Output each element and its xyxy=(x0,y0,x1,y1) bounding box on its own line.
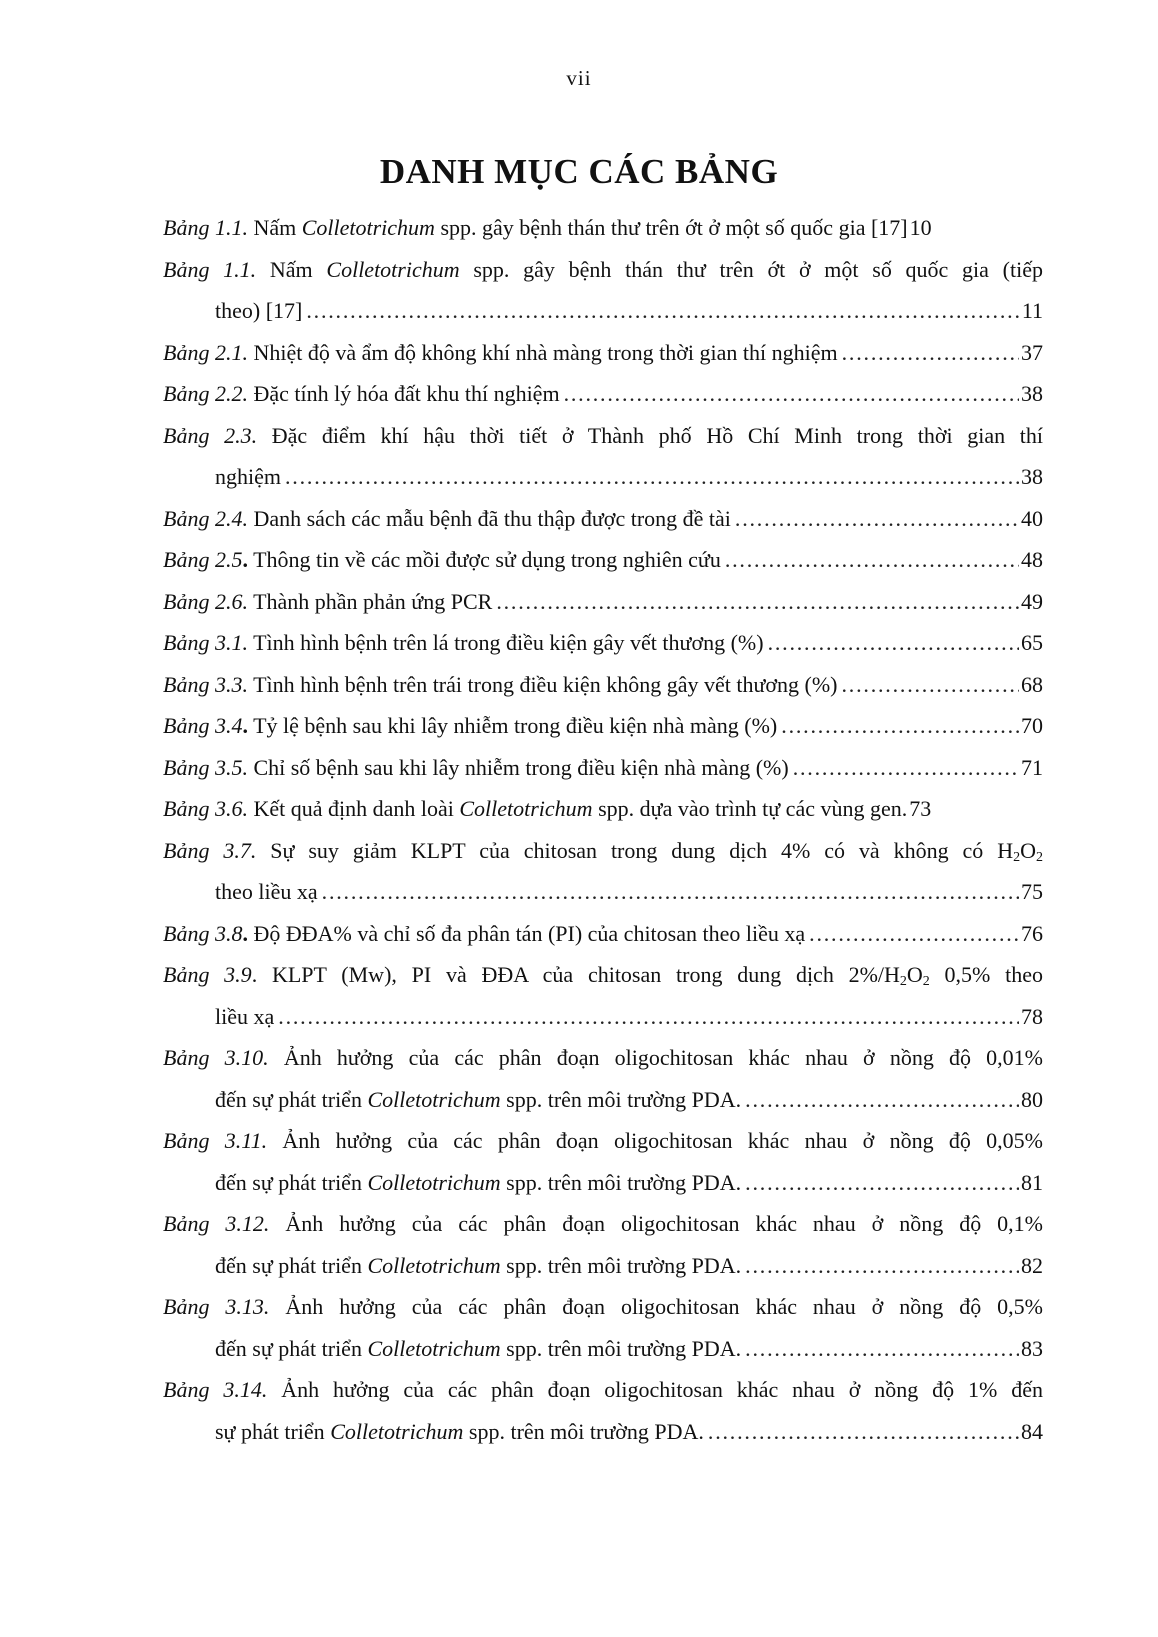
toc-entry[interactable]: Bảng 2.3. Đặc điểm khí hậu thời tiết ở Thành phố Hồ Chí Minh trong thời gian thí xyxy=(163,422,1043,448)
toc-entry[interactable]: Bảng 3.14. Ảnh hưởng của các phân đoạn oligochitosan khác nhau ở nồng độ 1% đến xyxy=(163,1377,1044,1402)
toc-entry[interactable]: Bảng 3.10. Ảnh hưởng của các phân đoạn oligochitosan khác nhau ở nồng độ 0,01% xyxy=(163,1045,1044,1070)
toc-entry[interactable]: Bảng 2.5. Thông tin về các mồi được sử dụng trong nghiên cứu ..... 48 xyxy=(163,539,1043,581)
entry-label: Bảng 1.1. xyxy=(163,256,257,282)
toc-entry[interactable]: Bảng 3.4. Tỷ lệ bệnh sau khi lây nhiễm trong điều kiện nhà màng (%) ..... 70 xyxy=(163,705,1043,747)
entry-label: Bảng 1.1. xyxy=(163,215,248,240)
toc-entry-continuation[interactable]: theo) [17] ..... 11 xyxy=(163,290,1043,332)
toc-entry[interactable]: Bảng 2.4. Danh sách các mẫu bệnh đã thu thập được trong đề tài ..... 40 xyxy=(163,498,1043,540)
toc-entry[interactable]: Bảng 3.7. Sự suy giảm KLPT của chitosan trong dung dịch 4% có và không có $H_2O_2$ xyxy=(163,837,1043,865)
toc-entry[interactable]: Bảng 3.1. Tình hình bệnh trên lá trong điều kiện gây vết thương (%) ..... 65 xyxy=(163,622,1043,664)
table-list xyxy=(163,207,1043,1452)
toc-entry-continuation[interactable]: sự phát triển Colletotrichum spp. trên môi trường PDA. ..... 84 xyxy=(163,1411,1043,1453)
toc-entry[interactable]: Bảng 2.6. Thành phần phản ứng PCR ..... 49 xyxy=(163,581,1043,623)
page-title: DANH MỤC CÁC BẢNG xyxy=(379,152,779,191)
toc-entry[interactable]: Bảng 2.2. Đặc tính lý hóa đất khu thí nghiệm ..... 38 xyxy=(163,373,1043,415)
toc-entry[interactable]: Bảng 1.1. Nấm Colletotrichum spp. gây bệnh thán thư trên ớt ở một số quốc gia [17] 10 xyxy=(163,207,1043,249)
toc-entry[interactable]: Bảng 2.1. Nhiệt độ và ẩm độ không khí nhà màng trong thời gian thí nghiệm ..... 37 xyxy=(163,332,1043,374)
toc-entry[interactable]: Bảng 3.3. Tình hình bệnh trên trái trong điều kiện không gây vết thương (%) ..... 68 xyxy=(163,664,1043,706)
toc-entry[interactable]: Bảng 3.6. Kết quả định danh loài Colletotrichum spp. dựa vào trình tự các vùng gen. 73 xyxy=(163,796,932,821)
toc-entry-continuation[interactable]: đến sự phát triển Colletotrichum spp. trên môi trường PDA. ..... 82 xyxy=(163,1245,1043,1287)
toc-entry[interactable]: Bảng 3.12. Ảnh hưởng của các phân đoạn oligochitosan khác nhau ở nồng độ 0,1% xyxy=(163,1211,1043,1236)
toc-entry[interactable]: Bảng 3.8. Độ ĐĐA% và chỉ số đa phân tán (PI) của chitosan theo liều xạ ..... 76 xyxy=(163,913,1043,955)
toc-entry-continuation[interactable]: nghiệm ..... 38 xyxy=(163,456,1043,498)
toc-entry-continuation[interactable]: đến sự phát triển Colletotrichum spp. trên môi trường PDA. ..... 80 xyxy=(163,1079,1043,1121)
toc-entry[interactable]: Bảng 1.1. Nấm Colletotrichum spp. gây bệnh thán thư trên ớt ở một số quốc gia (tiếp xyxy=(163,256,1043,282)
entry-page: 11 xyxy=(1021,298,1043,323)
page-number: vii xyxy=(566,66,592,90)
toc-entry[interactable]: Bảng 3.13. Ảnh hưởng của các phân đoạn oligochitosan khác nhau ở nồng độ 0,5% xyxy=(163,1294,1043,1319)
entry-page: 10 xyxy=(909,215,932,240)
toc-entry-continuation[interactable]: liều xạ ..... 78 xyxy=(163,996,1043,1038)
toc-entry-continuation[interactable]: đến sự phát triển Colletotrichum spp. trên môi trường PDA. ..... 83 xyxy=(163,1328,1043,1370)
toc-entry-continuation[interactable]: theo liều xạ ..... 75 xyxy=(163,871,1043,913)
toc-entry-continuation[interactable]: đến sự phát triển Colletotrichum spp. trên môi trường PDA. ..... 81 xyxy=(163,1162,1043,1204)
toc-entry[interactable]: Bảng 3.9. KLPT (Mw), PI và ĐĐA của chitosan trong dung dịch $2\%/H_2O_2$ 0,5% theo xyxy=(163,962,1043,989)
toc-entry[interactable]: Bảng 3.5. Chỉ số bệnh sau khi lây nhiễm trong điều kiện nhà màng (%) ..... 71 xyxy=(163,747,1043,789)
toc-entry[interactable]: Bảng 3.11. Ảnh hưởng của các phân đoạn oligochitosan khác nhau ở nồng độ 0,05% xyxy=(163,1128,1044,1153)
